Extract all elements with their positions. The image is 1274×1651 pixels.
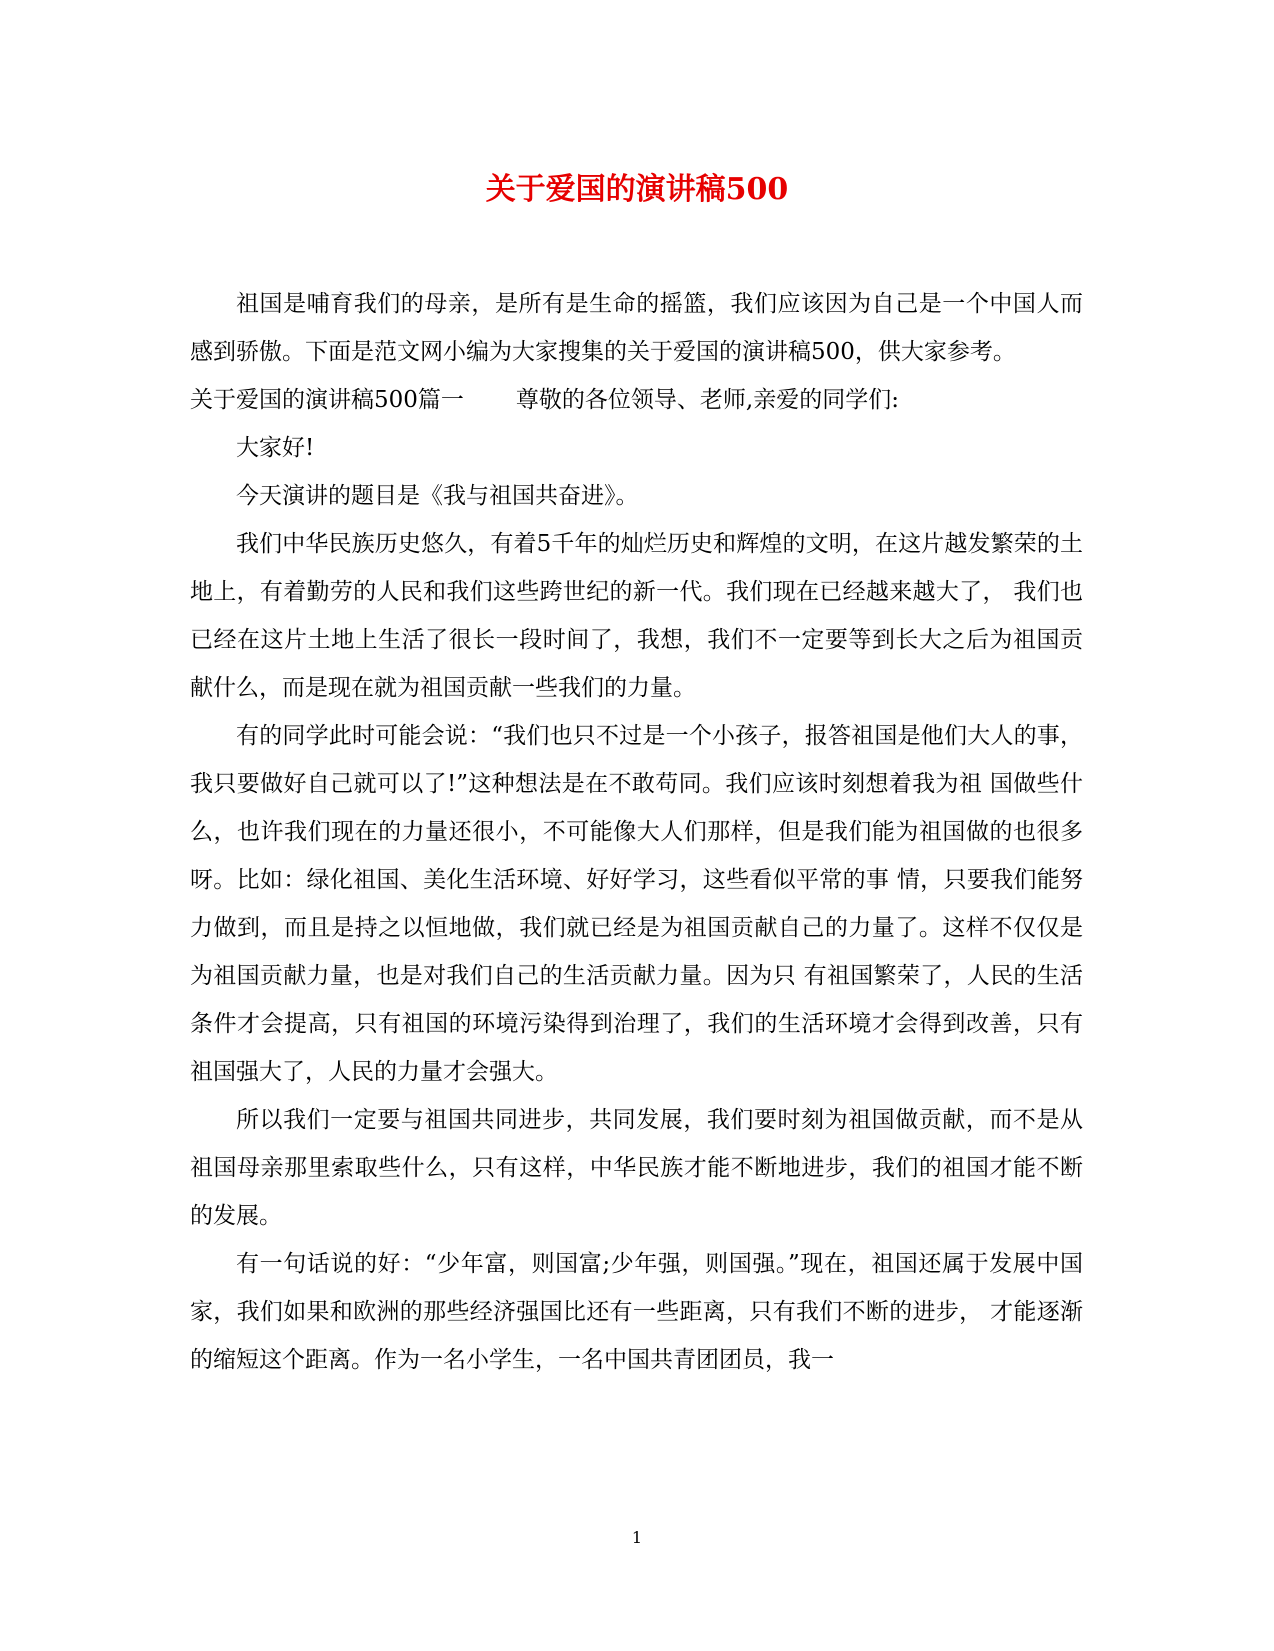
intro-paragraph: 祖国是哺育我们的母亲，是所有是生命的摇篮，我们应该因为自己是一个中国人而感到骄傲。下面是范文网小编为大家搜集的关于爱国的演讲稿500，供大家参考。 [190,291,1083,365]
document-body [190,280,1083,1384]
salutation: 尊敬的各位领导、老师,亲爱的同学们: [515,387,899,413]
body-paragraph: 所以我们一定要与祖国共同进步，共同发展，我们要时刻为祖国做贡献，而不是从祖国母亲那里索取些什么，只有这样，中华民族才能不断地进步，我们的祖国才能不断的发展。 [190,1107,1083,1229]
page-number: 1 [631,1528,643,1547]
body-paragraph: 有的同学此时可能会说：“我们也只不过是一个小孩子，报答祖国是他们大人的事，我只要做好自己就可以了!”这种想法是在不敢苟同。我们应该时刻想着我为祖 国做些什么，也许我们现在的力量还很小，不可能像大人们那样，但是我们能为祖国做的也很多呀。比如：绿化祖国、美化生活环境、好好学习，这些看似平常的事 情，只要我们能努力做到，而且是持之以恒地做，我们就已经是为祖国贡献自己的力量了。这样不仅仅是为祖国贡献力量，也是对我们自己的生活贡献力量。因为只 有祖国繁荣了，人民的生活条件才会提高，只有祖国的环境污染得到治理了，我们的生活环境才会得到改善，只有祖国强大了，人民的力量才会强大。 [190,723,1083,1085]
section-heading: 关于爱国的演讲稿500篇一 [190,387,464,413]
body-paragraph: 有一句话说的好：“少年富，则国富;少年强，则国强。”现在，祖国还属于发展中国家，我们如果和欧洲的那些经济强国比还有一些距离，只有我们不断的进步， 才能逐渐的缩短这个距离。作为一名小学生，一名中国共青团团员，我一 [190,1251,1083,1373]
body-paragraph: 我们中华民族历史悠久，有着5千年的灿烂历史和辉煌的文明，在这片越发繁荣的土地上，有着勤劳的人民和我们这些跨世纪的新一代。我们现在已经越来越大了， 我们也已经在这片土地上生活了很长一段时间了，我想，我们不一定要等到长大之后为祖国贡献什么，而是现在就为祖国贡献一些我们的力量。 [190,531,1083,701]
body-paragraph: 大家好! [236,435,315,461]
document-title: 关于爱国的演讲稿500 [485,172,789,207]
section-heading-line [190,376,1083,424]
body-paragraph: 今天演讲的题目是《我与祖国共奋进》。 [236,483,639,509]
